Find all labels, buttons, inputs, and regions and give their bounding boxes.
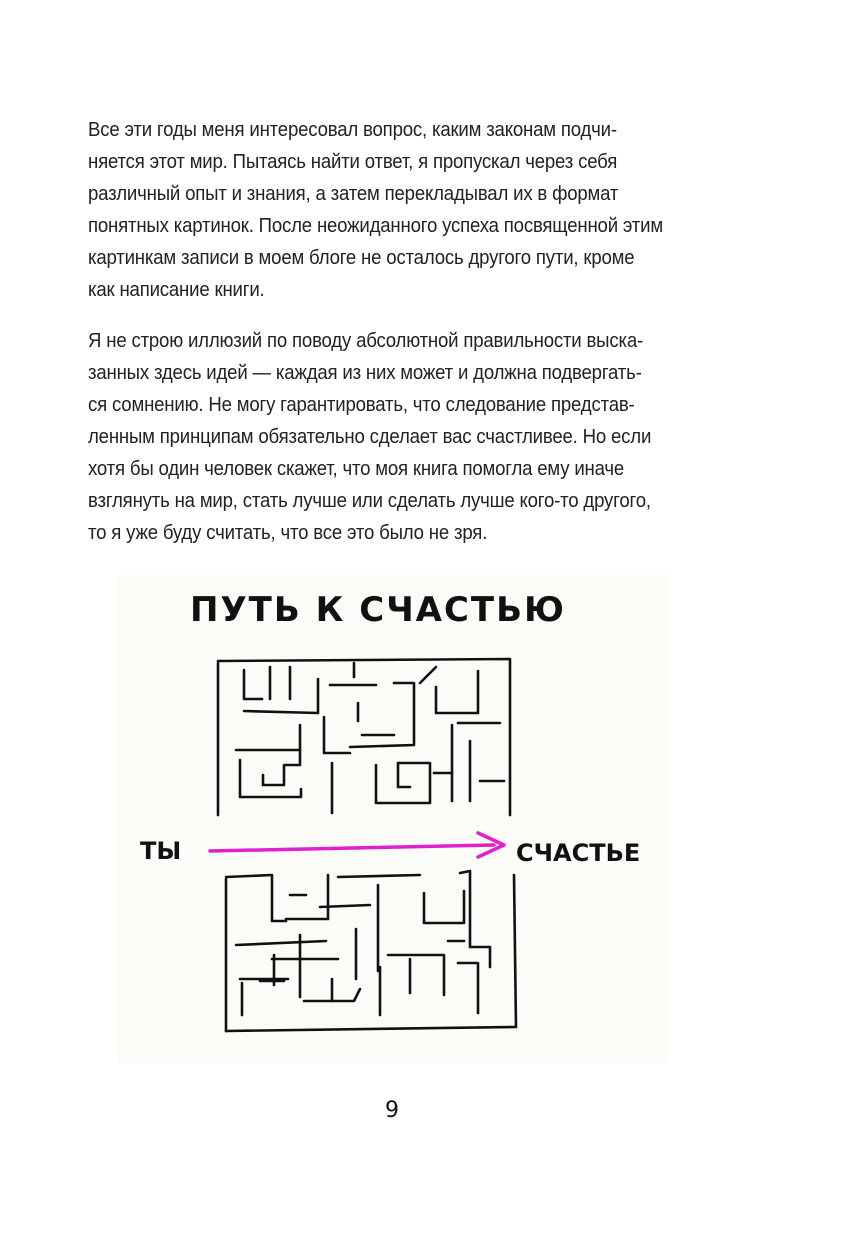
maze-lower-half — [226, 871, 516, 1031]
label-happiness: СЧАСТЬЕ — [516, 839, 641, 867]
text-line: понятных картинок. После неожиданного успеха посвященной этим — [88, 215, 663, 237]
maze-wall — [458, 963, 478, 1013]
label-you: ТЫ — [140, 837, 182, 865]
maze-upper-half — [218, 659, 510, 815]
text-line: то я уже буду считать, что все это было не зря. — [88, 522, 488, 544]
maze-wall — [236, 941, 326, 945]
text-line: различный опыт и знания, а затем перекладывал их в формат — [88, 183, 619, 205]
text-line: как написание книги. — [88, 279, 265, 301]
maze-wall — [244, 670, 262, 699]
text-line: ся сомнению. Не могу гарантировать, что следование представ- — [88, 394, 635, 416]
text-line: няется этот мир. Пытаясь найти ответ, я пропускал через себя — [88, 151, 618, 173]
maze-wall — [420, 667, 436, 683]
text-line: ленным принципам обязательно сделает вас счастливее. Но если — [88, 426, 652, 448]
maze-wall — [244, 679, 318, 713]
paragraph-1 — [88, 114, 728, 306]
maze-wall — [226, 875, 516, 1031]
maze-wall — [436, 671, 478, 713]
text-line: Все эти годы меня интересовал вопрос, каким законам подчи- — [88, 119, 617, 141]
arrow-line — [210, 845, 494, 851]
page-number: 9 — [385, 1098, 399, 1123]
text-line: картинкам записи в моем блоге не осталось другого пути, кроме — [88, 247, 635, 269]
maze-wall — [388, 955, 444, 995]
maze-wall — [263, 725, 300, 785]
maze-wall — [286, 875, 328, 919]
maze-wall — [376, 763, 430, 803]
text-line: занных здесь идей — каждая из них может и должна подвергать- — [88, 362, 642, 384]
maze-illustration — [118, 575, 668, 1063]
maze-drawing — [118, 575, 668, 1063]
maze-wall — [218, 659, 510, 815]
paragraph-2 — [88, 325, 728, 549]
illustration-title: ПУТЬ К СЧАСТЬЮ — [190, 590, 566, 630]
maze-wall — [350, 683, 414, 747]
maze-wall — [324, 717, 350, 753]
text-line: хотя бы один человек скажет, что моя книга помогла ему иначе — [88, 458, 625, 480]
maze-wall — [424, 891, 464, 923]
maze-wall — [338, 875, 420, 877]
maze-wall — [226, 875, 286, 921]
text-line: взглянуть на мир, стать лучше или сделать лучше кого-то другого, — [88, 490, 651, 512]
text-line: Я не строю иллюзий по поводу абсолютной правильности выска- — [88, 330, 644, 352]
